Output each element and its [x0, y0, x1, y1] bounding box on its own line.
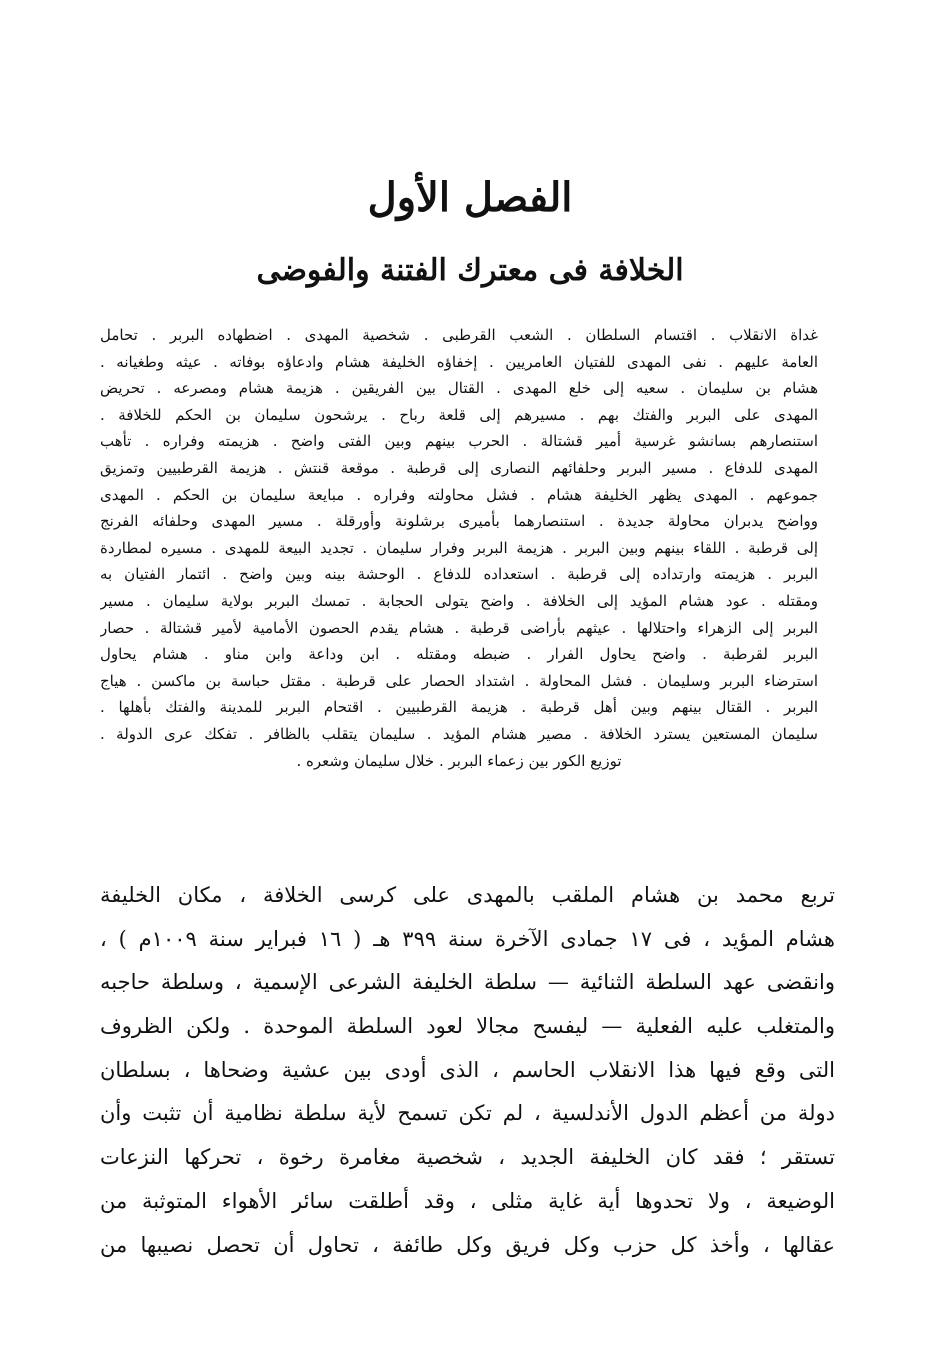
- summary-line: غداة الانقلاب . اقتسام السلطان . الشعب القرطبى . شخصية المهدى . اضطهاده البربر . تحامل: [100, 326, 818, 344]
- summary-line: جموعهم . المهدى يظهر الخليفة هشام . فشل محاولته وفراره . مبايعة سليمان بن الحكم . المهدى: [100, 485, 818, 504]
- summary-line: البربر . هزيمته وارتداده إلى قرطبة . استعداده للدفاع . الوحشة بينه وبين واضح . ائتمار الفتيان به: [100, 565, 818, 584]
- summary-line: ومقتله . عود هشام المؤيد إلى الخلافة . واضح يتولى الحجابة . تمسك البربر بولاية سليمان . مسير: [100, 591, 818, 610]
- summary-line: وواضح يدبران محاولة جديدة . استنصارهما بأميرى برشلونة وأورقلة . مسير المهدى وحلفائه الفرنج: [100, 512, 818, 531]
- chapter-summary: [100, 322, 818, 774]
- body-line: هشام المؤيد ، فى ١٧ جمادى الآخرة سنة ٣٩٩ هـ ( ١٦ فبراير سنة ١٠٠٩م ) ،: [100, 926, 835, 951]
- body-line: والمتغلب عليه الفعلية — ليفسح مجالا لعود السلطة الموحدة . ولكن الظروف: [100, 1014, 835, 1039]
- body-line: التى وقع فيها هذا الانقلاب الحاسم ، الذى أودى بين عشية وضحاها ، بسلطان: [100, 1057, 835, 1082]
- summary-line: البربر إلى الزهراء واحتلالها . عيثهم بأراضى قرطبة . هشام يقدم الحصون الأمامية لأمير قشتالة . حصار: [100, 618, 818, 637]
- summary-line: إلى قرطبة . اللقاء بينهم وبين البربر . هزيمة البربر وفرار سليمان . تجديد البيعة للمهدى . مسيره لمطاردة: [100, 538, 818, 557]
- chapter-subtitle: الخلافة فى معترك الفتنة والفوضى: [256, 253, 684, 288]
- body-line: دولة من أعظم الدول الأندلسية ، لم تكن تسمح لأية سلطة نظامية أن تثبت وأن: [100, 1101, 835, 1126]
- body-line: تستقر ؛ فقد كان الخليفة الجديد ، شخصية مغامرة رخوة ، تحركها النزعات: [100, 1145, 835, 1170]
- summary-line: سليمان المستعين يسترد الخلافة . مصير هشام المؤيد . سليمان يتقلب بالظافر . تفكك عرى الدولة .: [100, 724, 818, 743]
- summary-line: استرضاء البربر وسليمان . فشل المحاولة . اشتداد الحصار على قرطبة . مقتل حباسة بن ماكسن . هياج: [100, 671, 818, 690]
- chapter-title: الفصل الأول: [367, 174, 573, 221]
- summary-line: البربر . القتال بينهم وبين أهل قرطبة . هزيمة القرطبيين . اقتحام البربر للمدينة والفتك بأهلها .: [100, 698, 818, 717]
- summary-line: المهدى على البربر والفتك بهم . مسيرهم إلى قلعة رباح . يرشحون سليمان بن الحكم للخلافة .: [100, 405, 818, 424]
- summary-line: المهدى للدفاع . مسير البربر وحلفائهم النصارى إلى قرطبة . موقعة قنتش . هزيمة القرطبيين وتمزيق: [100, 458, 818, 477]
- summary-line: العامة عليهم . نفى المهدى للفتيان العامريين . إخفاؤه الخليفة هشام وادعاؤه بوفاته . عيثه وطغيانه .: [100, 352, 818, 371]
- summary-line: استنصارهم بسانشو غرسية أمير قشتالة . الحرب بينهم وبين الفتى واضح . هزيمته وفراره . تأهب: [100, 432, 818, 451]
- body-line: الوضيعة ، ولا تحدوها أية غاية مثلى ، وقد أطلقت سائر الأهواء المتوثبة من: [100, 1188, 835, 1213]
- body-paragraph: [100, 874, 835, 1267]
- summary-line: البربر لقرطبة . واضح يحاول الفرار . ضبطه ومقتله . ابن وداعة وابن مناو . هشام يحاول: [100, 645, 818, 664]
- body-line: عقالها ، وأخذ كل حزب وكل فريق وكل طائفة ، تحاول أن تحصل نصيبها من: [100, 1232, 835, 1257]
- summary-line: هشام بن سليمان . سعيه إلى خلع المهدى . القتال بين الفريقين . هزيمة هشام ومصرعه . تحريض: [100, 379, 818, 398]
- body-line: وانقضى عهد السلطة الثنائية — سلطة الخليفة الشرعى الإسمية ، وسلطة حاجبه: [100, 970, 835, 995]
- body-line: تربع محمد بن هشام الملقب بالمهدى على كرسى الخلافة ، مكان الخليفة: [100, 883, 835, 907]
- summary-line: توزيع الكور بين زعماء البربر . خلال سليمان وشعره .: [296, 751, 622, 770]
